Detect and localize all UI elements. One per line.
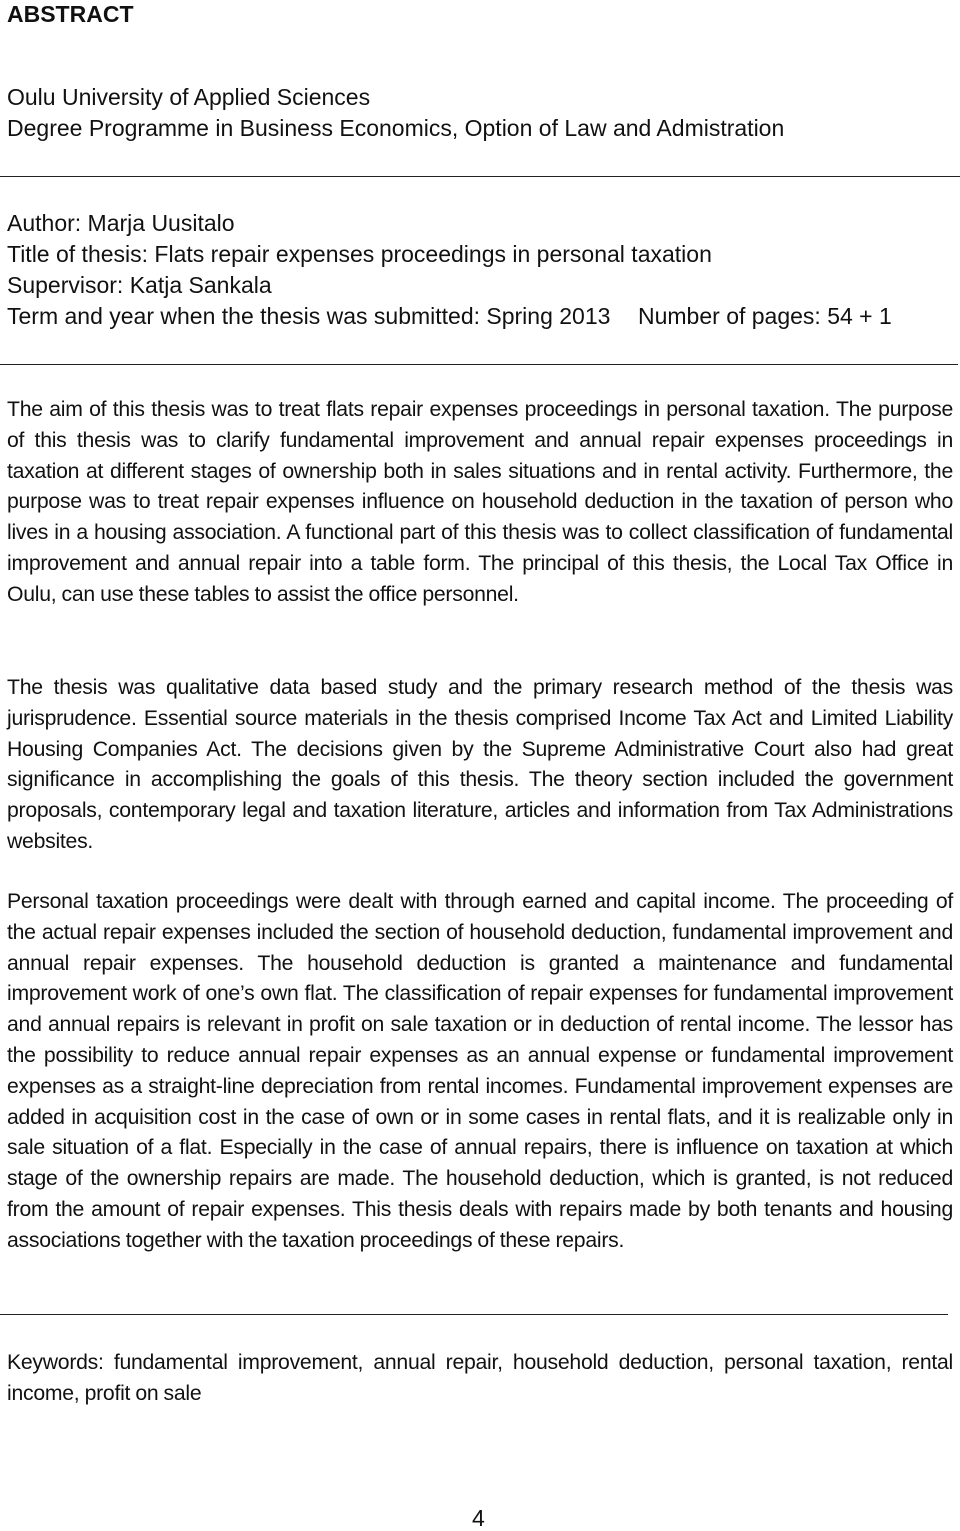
page-count-line: Number of pages: 54 + 1 [638,303,892,329]
page-number: 4 [472,1505,485,1531]
abstract-paragraph-1: The aim of this thesis was to treat flats repair expenses proceedings in personal taxation. The purpose of this thesis was to clarify fundamental improvement and annual repair expenses proceedings in taxation at different stages of ownership both in sales situations and in rental activity. Furthermore, the purpose was to treat repair expenses influence on household deduction in the taxation of person who lives in a housing association. A functional part of this thesis was to collect classification of fundamental improvement and annual repair into a table form. The principal of this thesis, the Local Tax Office in Oulu, can use these tables to assist the office personnel. [7,398,953,606]
thesis-title-line: Title of thesis: Flats repair expenses proceedings in personal taxation [7,241,712,267]
keywords-paragraph: Keywords: fundamental improvement, annual repair, household deduction, personal taxation, rental income, profit on sale [7,1351,953,1405]
divider-middle [0,364,958,365]
divider-top [0,176,960,177]
abstract-paragraph-2: The thesis was qualitative data based study and the primary research method of the thesis was jurisprudence. Essential source materials in the thesis comprised Income Tax Act and Limited Liability Housing Companies Act. The decisions given by the Supreme Administrative Court also had great significance in accomplishing the goals of this thesis. The theory section included the government proposals, contemporary legal and taxation literature, articles and information from Tax Administrations websites. [7,676,953,853]
term-year-line: Term and year when the thesis was submitted: Spring 2013 [7,303,611,329]
divider-bottom [0,1314,948,1315]
university-name: Oulu University of Applied Sciences [7,84,371,110]
submission-info-row [7,301,953,331]
abstract-paragraph-3: Personal taxation proceedings were dealt with through earned and capital income. The proceeding of the actual repair expenses included the section of household deduction, fundamental improvement and annual repair expenses. The household deduction is granted a maintenance and fundamental improvement work of one’s own flat. The classification of repair expenses for fundamental improvement and annual repairs is relevant in profit on sale taxation or in deduction of rental income. The lessor has the possibility to reduce annual repair expenses as an annual expense or fundamental improvement expenses as a straight-line depreciation from rental incomes. Fundamental improvement expenses are added in acquisition cost in the case of own or in some cases in rental flats, and it is realizable only in sale situation of a flat. Especially in the case of annual repairs, there is influence on taxation at which stage of the ownership repairs are made. The household deduction, which is granted, is not reduced from the amount of repair expenses. This thesis deals with repairs made by both tenants and housing associations together with the taxation proceedings of these repairs. [7,890,953,1252]
author-line: Author: Marja Uusitalo [7,210,235,236]
page-heading: ABSTRACT [7,1,134,27]
degree-programme: Degree Programme in Business Economics, Option of Law and Admistration [7,115,785,141]
supervisor-line: Supervisor: Katja Sankala [7,272,272,298]
